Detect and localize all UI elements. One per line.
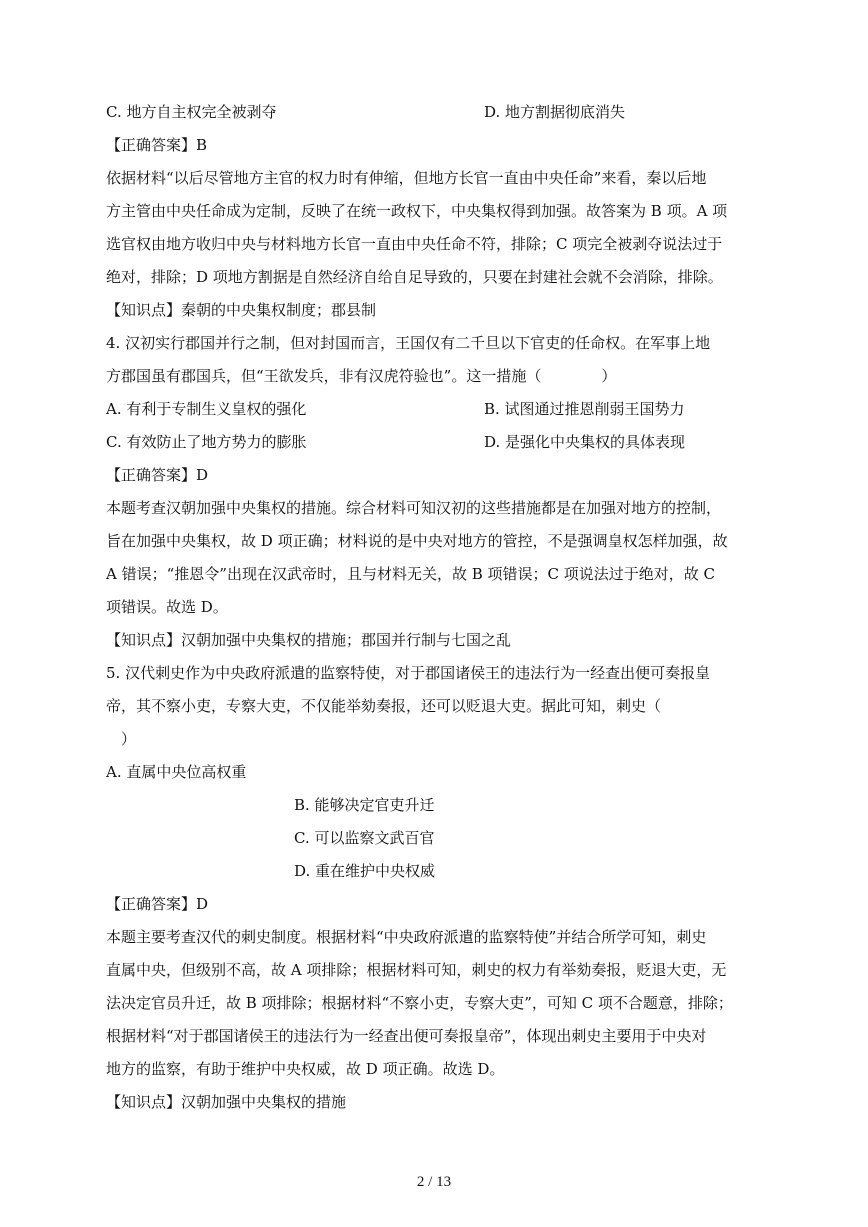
q3-option-d: D. 地方割据彻底消失 xyxy=(484,103,626,121)
q5-question-line: 5. 汉代刺史作为中央政府派遣的监察特使，对于郡国诸侯王的违法行为一经查出便可奏报皇 xyxy=(106,664,711,682)
q5-knowledge-point: 【知识点】汉朝加强中央集权的措施 xyxy=(106,1093,347,1111)
document-page xyxy=(106,96,756,1119)
q4-question-line: 方郡国虽有郡国兵，但“王欲发兵，非有汉虎符验也”。这一措施（ ） xyxy=(106,367,617,385)
q5-answer: 【正确答案】D xyxy=(106,895,209,913)
q3-knowledge-point: 【知识点】秦朝的中央集权制度；郡县制 xyxy=(106,301,377,319)
q4-explanation-line: 本题考查汉朝加强中央集权的措施。综合材料可知汉初的这些措施都是在加强对地方的控制， xyxy=(106,499,722,517)
q3-option-c: C. 地方自主权完全被剥夺 xyxy=(106,103,277,121)
q3-explanation-line: 依据材料“以后尽管地方主官的权力时有伸缩，但地方长官一直由中央任命”来看，秦以后地 xyxy=(106,169,707,187)
q4-knowledge-point: 【知识点】汉朝加强中央集权的措施；郡国并行制与七国之乱 xyxy=(106,631,512,649)
q4-option-b: B. 试图通过推恩削弱王国势力 xyxy=(484,400,685,418)
q5-explanation-line: 法决定官员升迁，故 B 项排除；根据材料“不察小吏，专察大吏”，可知 C 项不合题意，排除； xyxy=(106,994,733,1012)
q4-options-row-cd xyxy=(106,426,756,459)
q4-option-c: C. 有效防止了地方势力的膨胀 xyxy=(106,433,307,451)
q4-explanation-line: A 错误；“推恩令”出现在汉武帝时，且与材料无关，故 B 项错误；C 项说法过于绝对，故 C xyxy=(106,565,715,583)
q5-option-c: C. 可以监察文武百官 xyxy=(294,829,435,847)
q5-option-a: A. 直属中央位高权重 xyxy=(106,763,247,781)
q5-option-d: D. 重在维护中央权威 xyxy=(294,862,436,880)
q5-question-line: 帝，其不察小吏，专察大吏，不仅能举劾奏报，还可以贬退大吏。据此可知，刺史（ xyxy=(106,697,662,715)
q5-explanation-line: 地方的监察，有助于维护中央权威，故 D 项正确。故选 D。 xyxy=(106,1060,505,1078)
q4-question-line: 4. 汉初实行郡国并行之制，但对封国而言，王国仅有二千旦以下官吏的任命权。在军事上地 xyxy=(106,334,711,352)
q3-explanation-line: 绝对，排除；D 项地方割据是自然经济自给自足导致的，只要在封建社会就不会消除，排除。 xyxy=(106,268,723,286)
q3-explanation-line: 方主管由中央任命成为定制，反映了在统一政权下，中央集权得到加强。故答案为 B 项。A 项 xyxy=(106,202,728,220)
q4-answer: 【正确答案】D xyxy=(106,466,209,484)
q4-option-a: A. 有利于专制生义皇权的强化 xyxy=(106,400,307,418)
q5-explanation-line: 本题主要考查汉代的刺史制度。根据材料“中央政府派遣的监察特使”并结合所学可知，刺史 xyxy=(106,928,707,946)
q4-explanation-line: 旨在加强中央集权，故 D 项正确；材料说的是中央对地方的管控，不是强调皇权怎样加强，故 xyxy=(106,532,728,550)
page-number: 2 / 13 xyxy=(416,1174,452,1190)
q5-option-b: B. 能够决定官吏升迁 xyxy=(294,796,435,814)
q4-explanation-line: 项错误。故选 D。 xyxy=(106,598,228,616)
q3-answer: 【正确答案】B xyxy=(106,136,208,154)
q5-explanation-line: 根据材料“对于郡国诸侯王的违法行为一经查出便可奏报皇帝”，体现出刺史主要用于中央对 xyxy=(106,1027,707,1045)
q5-question-line: ） xyxy=(106,730,137,748)
q4-options-row-ab xyxy=(106,393,756,426)
q3-explanation-line: 选官权由地方收归中央与材料地方长官一直由中央任命不符，排除；C 项完全被剥夺说法过于 xyxy=(106,235,723,253)
q5-explanation-line: 直属中央，但级别不高，故 A 项排除；根据材料可知，刺史的权力有举劾奏报，贬退大吏，无 xyxy=(106,961,727,979)
q3-options-row-cd xyxy=(106,96,756,129)
q4-option-d: D. 是强化中央集权的具体表现 xyxy=(484,433,686,451)
